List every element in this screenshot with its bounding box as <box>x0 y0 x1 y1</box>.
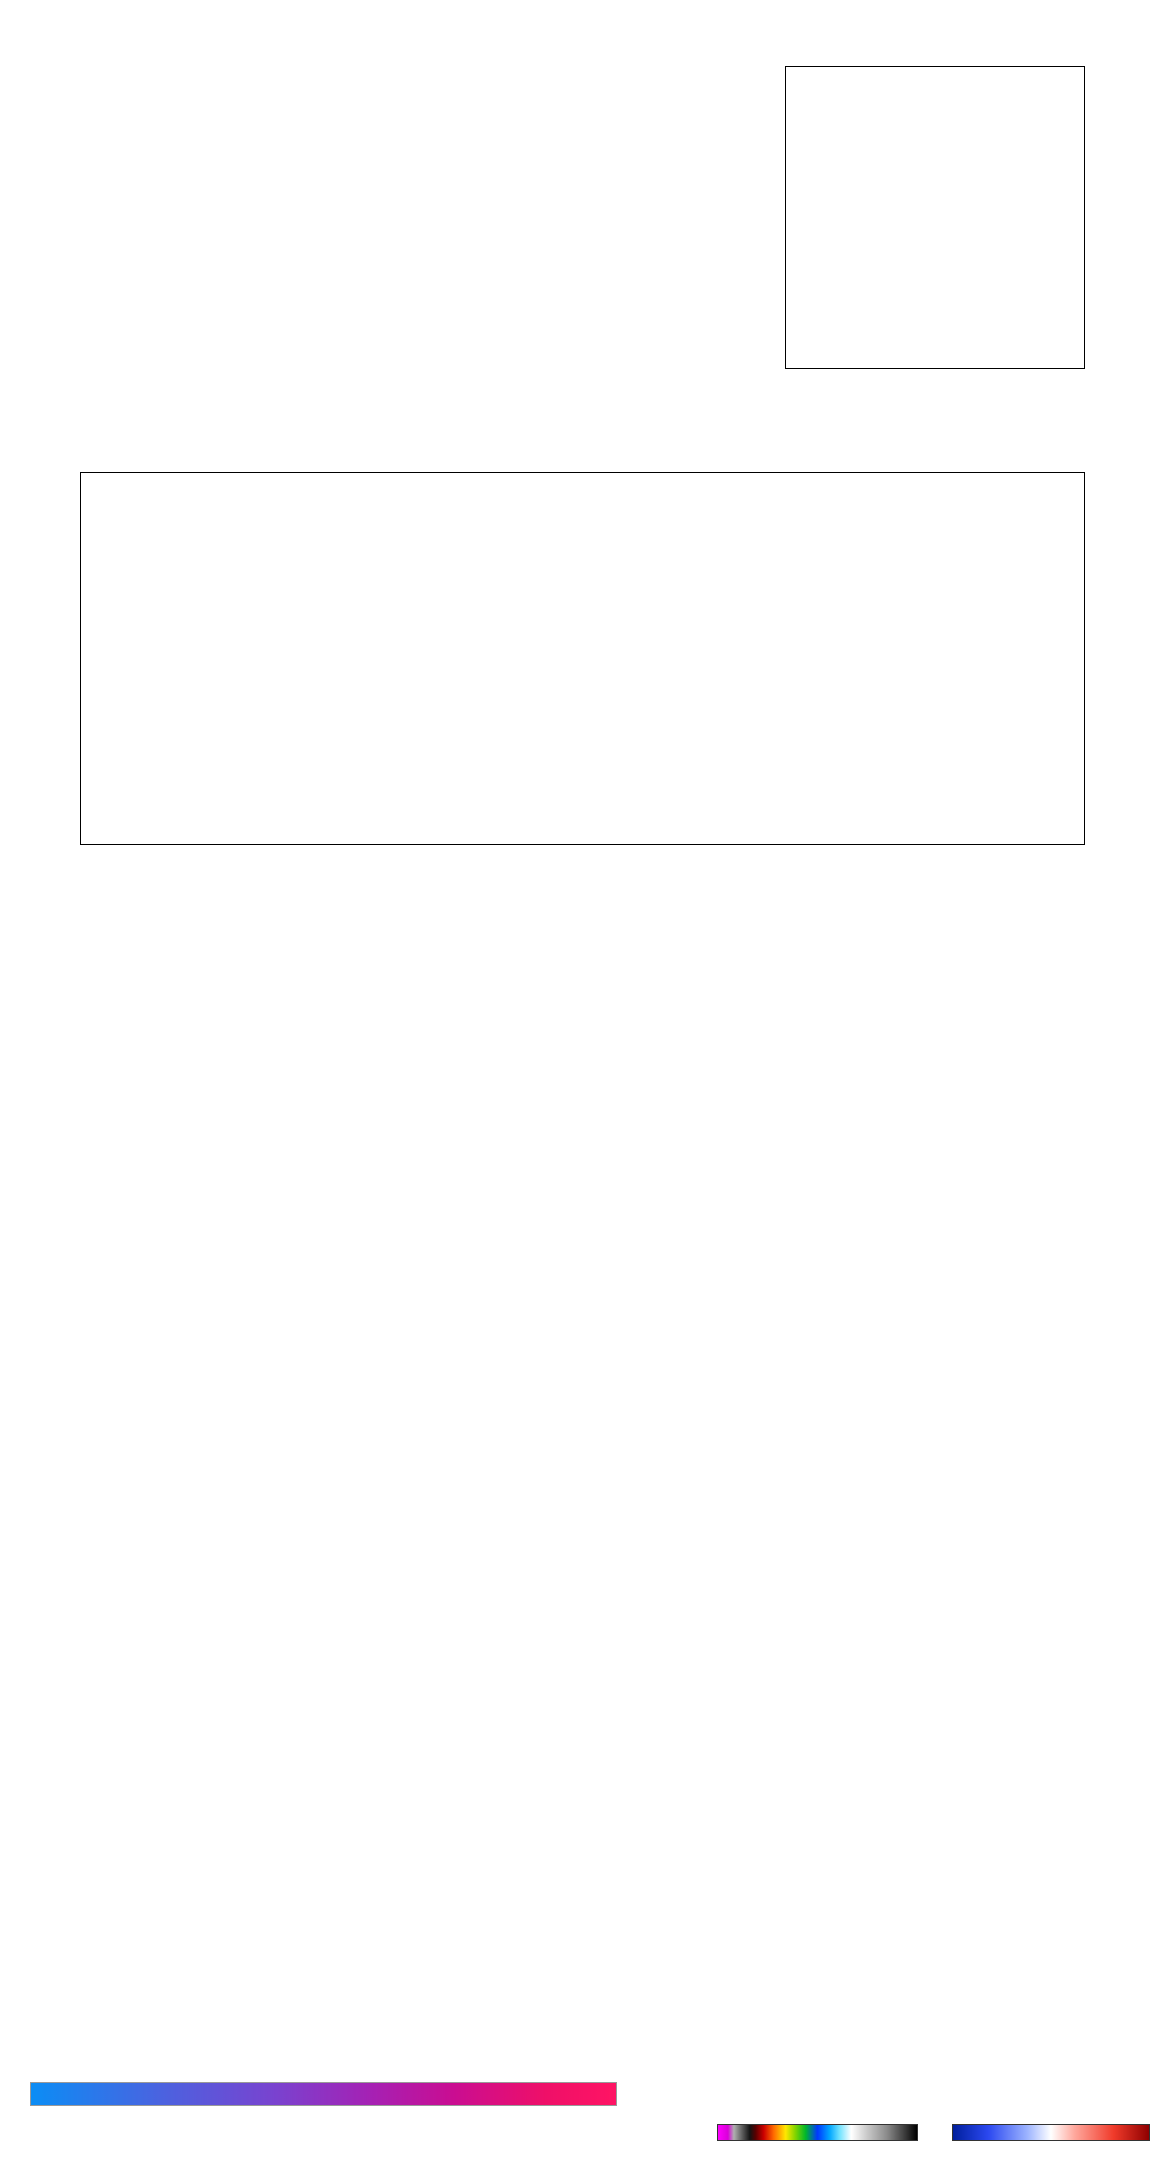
timeseries-plot <box>80 472 1085 845</box>
histogram-canvas <box>786 67 1083 367</box>
feature-value-colorbar <box>30 2082 617 2106</box>
shap-values-colorbar <box>952 2124 1150 2141</box>
timeseries-canvas <box>81 473 1083 843</box>
brightness-temp-colorbar <box>717 2124 918 2141</box>
histogram-plot <box>785 66 1085 369</box>
